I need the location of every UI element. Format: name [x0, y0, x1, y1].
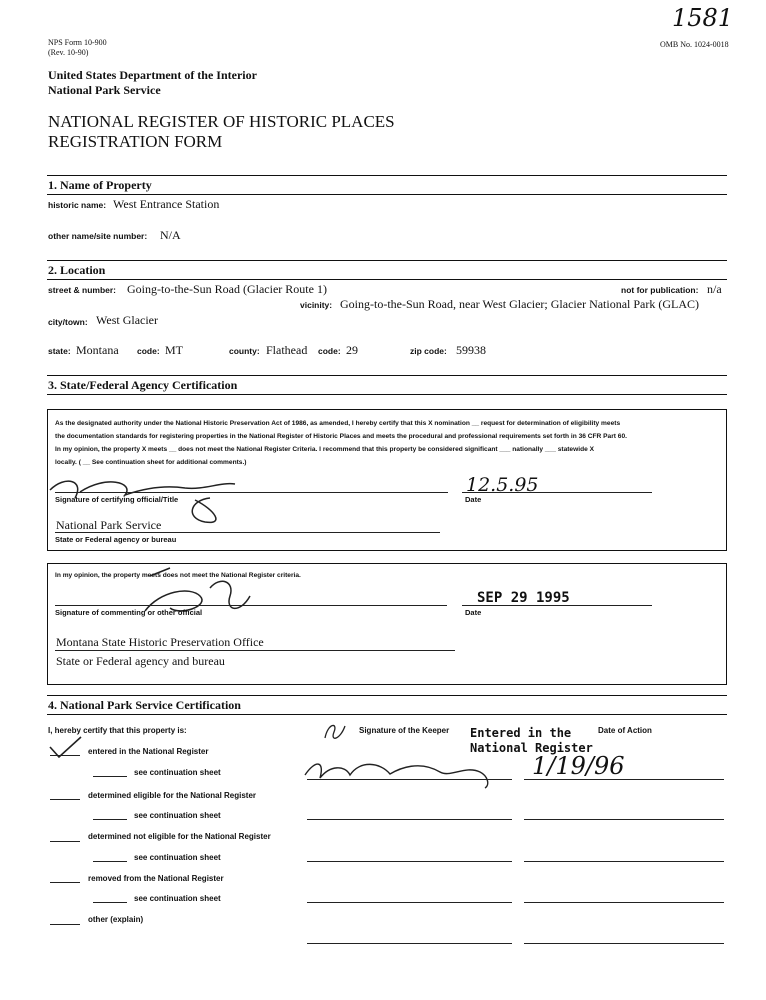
- checkbox-line: [93, 819, 127, 820]
- department-name: United States Department of the Interior: [48, 68, 257, 82]
- form-revision: (Rev. 10-90): [48, 48, 89, 57]
- keeper-signature: [300, 750, 500, 790]
- section1-heading: 1. Name of Property: [48, 178, 152, 192]
- agency-line: [55, 532, 440, 533]
- keeper-initials: [320, 718, 350, 746]
- certifying-signature-label: Signature of certifying official/Title: [55, 495, 179, 504]
- section-divider: [47, 175, 727, 176]
- section4-heading: 4. National Park Service Certification: [48, 698, 241, 712]
- option-continuation: see continuation sheet: [134, 811, 221, 820]
- keeper-signature-line: [307, 779, 512, 780]
- section-divider: [47, 194, 727, 195]
- date-of-action-label: Date of Action: [598, 726, 652, 735]
- certifying-agency-value: National Park Service: [56, 518, 162, 532]
- not-for-publication-value: n/a: [707, 282, 722, 296]
- checkbox-line: [50, 799, 80, 800]
- handwritten-number: 1581: [672, 4, 734, 32]
- county-label: county:: [229, 346, 260, 356]
- cert-text-line: As the designated authority under the National Historic Preservation Act of 1986, as amended, I hereby certify that this X nomination __ request for determination of eligibility meets: [55, 420, 621, 427]
- checkbox-line: [93, 902, 127, 903]
- state-code-value: MT: [165, 343, 183, 357]
- section-divider: [47, 394, 727, 395]
- keeper-signature-line: [307, 819, 512, 820]
- state-value: Montana: [76, 343, 119, 357]
- option-other: other (explain): [88, 915, 144, 924]
- keeper-signature-label: Signature of the Keeper: [359, 726, 450, 735]
- form-number: NPS Form 10-900: [48, 38, 107, 47]
- county-value: Flathead: [266, 343, 308, 357]
- office-line: [55, 650, 455, 651]
- option-removed: removed from the National Register: [88, 874, 224, 883]
- cert-text-line: the documentation standards for registering properties in the National Register of Historic Places and meets the procedural and professional requirements set forth in 36 CFR Part 60.: [55, 433, 627, 440]
- section2-heading: 2. Location: [48, 263, 106, 277]
- option-entered: entered in the National Register: [88, 747, 209, 756]
- keeper-signature-line: [307, 861, 512, 862]
- certification-date-label: Date: [465, 495, 482, 504]
- state-code-label: code:: [137, 346, 160, 356]
- vicinity-label: vicinity:: [300, 300, 333, 310]
- action-date-value: 1/19/96: [532, 752, 625, 780]
- section-divider: [47, 695, 727, 696]
- historic-name-label: historic name:: [48, 200, 107, 210]
- form-subtitle: REGISTRATION FORM: [48, 132, 223, 151]
- signature-line: [55, 605, 447, 606]
- action-date-line: [524, 943, 724, 944]
- section-divider: [47, 714, 727, 715]
- entered-stamp-line1: Entered in the: [470, 726, 572, 740]
- action-date-line: [524, 819, 724, 820]
- zip-label: zip code:: [410, 346, 447, 356]
- omb-number: OMB No. 1024-0018: [660, 40, 729, 49]
- opinion-text: In my opinion, the property meets does not meet the National Register criteria.: [55, 572, 301, 579]
- option-determined-eligible: determined eligible for the National Register: [88, 791, 257, 800]
- section3-heading: 3. State/Federal Agency Certification: [48, 378, 238, 392]
- commenting-office-label: State or Federal agency and bureau: [56, 654, 225, 668]
- commenting-signature-label: Signature of commenting or other official: [55, 608, 203, 617]
- action-date-line: [524, 861, 724, 862]
- street-label: street & number:: [48, 285, 117, 295]
- service-name: National Park Service: [48, 83, 161, 97]
- cert-text-line: In my opinion, the property X meets __ does not meet the National Register Criteria. I recommend that this property be considered significant ___ nationally ___ statewide X: [55, 446, 594, 453]
- action-date-line: [524, 779, 724, 780]
- historic-name-value: West Entrance Station: [113, 197, 220, 211]
- action-date-line: [524, 902, 724, 903]
- date-line: [462, 605, 652, 606]
- checkbox-line: [93, 776, 127, 777]
- signature-line: [55, 492, 448, 493]
- option-continuation: see continuation sheet: [134, 853, 221, 862]
- entered-stamp-line2: National Register: [470, 741, 593, 755]
- state-label: state:: [48, 346, 71, 356]
- received-date-stamp: SEP 29 1995: [477, 590, 570, 606]
- city-label: city/town:: [48, 317, 88, 327]
- other-name-label: other name/site number:: [48, 231, 148, 241]
- checkbox-line: [50, 924, 80, 925]
- option-determined-not-eligible: determined not eligible for the National Register: [88, 832, 271, 841]
- vicinity-value: Going-to-the-Sun Road, near West Glacier; Glacier National Park (GLAC): [340, 297, 700, 311]
- checkbox-line: [93, 861, 127, 862]
- commenting-office-value: Montana State Historic Preservation Office: [56, 635, 264, 649]
- county-code-value: 29: [346, 343, 358, 357]
- keeper-signature-line: [307, 902, 512, 903]
- zip-value: 59938: [456, 343, 486, 357]
- keeper-signature-line: [307, 943, 512, 944]
- street-value: Going-to-the-Sun Road (Glacier Route 1): [127, 282, 327, 296]
- comment-date-label: Date: [465, 608, 482, 617]
- not-for-publication-label: not for publication:: [621, 285, 699, 295]
- section-divider: [47, 279, 727, 280]
- option-continuation: see continuation sheet: [134, 768, 221, 777]
- cert-text-line: locally. ( __ See continuation sheet for additional comments.): [55, 459, 247, 466]
- section-divider: [47, 260, 727, 261]
- checkmark-icon: [45, 735, 85, 760]
- county-code-label: code:: [318, 346, 341, 356]
- date-line: [462, 492, 652, 493]
- form-title: NATIONAL REGISTER OF HISTORIC PLACES: [48, 112, 395, 131]
- option-continuation: see continuation sheet: [134, 894, 221, 903]
- section-divider: [47, 375, 727, 376]
- checkbox-line: [50, 841, 80, 842]
- certify-statement: I, hereby certify that this property is:: [48, 726, 187, 735]
- certification-date-value: 12.5.95: [466, 474, 539, 496]
- city-value: West Glacier: [96, 313, 159, 327]
- checkbox-line: [50, 882, 80, 883]
- certifying-agency-label: State or Federal agency or bureau: [55, 535, 177, 544]
- checkbox-line: [50, 755, 80, 756]
- other-name-value: N/A: [160, 228, 181, 242]
